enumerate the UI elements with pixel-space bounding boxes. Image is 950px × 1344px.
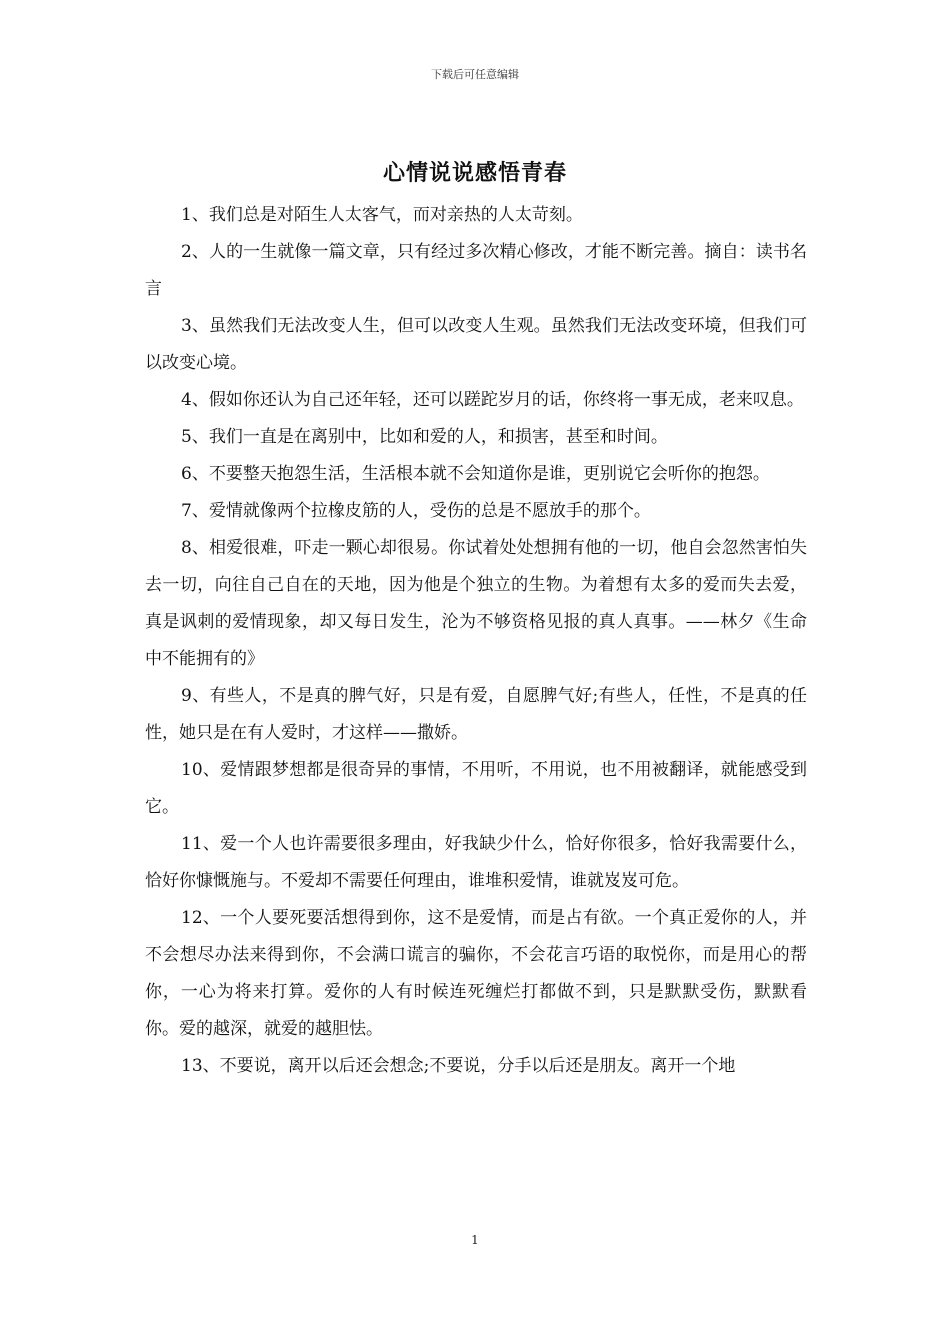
page-number: 1: [471, 1233, 479, 1247]
paragraph-8: 8、相爱很难，吓走一颗心却很易。你试着处处想拥有他的一切，他自会忽然害怕失去一切，向往自己自在的天地，因为他是个独立的生物。为着想有太多的爱而失去爱，真是讽刺的爱情现象，却又每日发生，沦为不够资格见报的真人真事。——林夕《生命中不能拥有的》: [145, 538, 807, 669]
paragraph-13: 13、不要说，离开以后还会想念;不要说，分手以后还是朋友。离开一个地: [181, 1056, 736, 1076]
paragraph-7: 7、爱情就像两个拉橡皮筋的人，受伤的总是不愿放手的那个。: [181, 501, 651, 521]
paragraph-2: 2、人的一生就像一篇文章，只有经过多次精心修改，才能不断完善。摘自：读书名言: [145, 242, 807, 299]
paragraph-9: 9、有些人，不是真的脾气好，只是有爱，自愿脾气好;有些人，任性，不是真的任性，她只是在有人爱时，才这样——撒娇。: [145, 686, 807, 743]
paragraph-10: 10、爱情跟梦想都是很奇异的事情，不用听，不用说，也不用被翻译，就能感受到它。: [145, 760, 807, 817]
page-header-note: 下载后可任意编辑: [431, 68, 519, 81]
paragraph-5: 5、我们一直是在离别中，比如和爱的人，和损害，甚至和时间。: [181, 427, 668, 447]
paragraph-12: 12、一个人要死要活想得到你，这不是爱情，而是占有欲。一个真正爱你的人，并不会想尽办法来得到你，不会满口谎言的骗你，不会花言巧语的取悦你，而是用心的帮你，一心为将来打算。爱你的人有时候连死缠烂打都做不到，只是默默受伤，默默看你。爱的越深，就爱的越胆怯。: [145, 908, 807, 1039]
document-title: 心情说说感悟青春: [382, 160, 567, 186]
paragraph-4: 4、假如你还认为自己还年轻，还可以蹉跎岁月的话，你终将一事无成，老来叹息。: [181, 390, 804, 410]
paragraph-11: 11、爱一个人也许需要很多理由，好我缺少什么，恰好你很多，恰好我需要什么，恰好你慷慨施与。不爱却不需要任何理由，谁堆积爱情，谁就岌岌可危。: [145, 834, 807, 891]
paragraph-1: 1、我们总是对陌生人太客气，而对亲热的人太苛刻。: [181, 205, 583, 225]
paragraph-3: 3、虽然我们无法改变人生，但可以改变人生观。虽然我们无法改变环境，但我们可以改变心境。: [145, 316, 807, 373]
document-body: [145, 197, 807, 1085]
paragraph-6: 6、不要整天抱怨生活，生活根本就不会知道你是谁，更别说它会听你的抱怨。: [181, 464, 770, 484]
